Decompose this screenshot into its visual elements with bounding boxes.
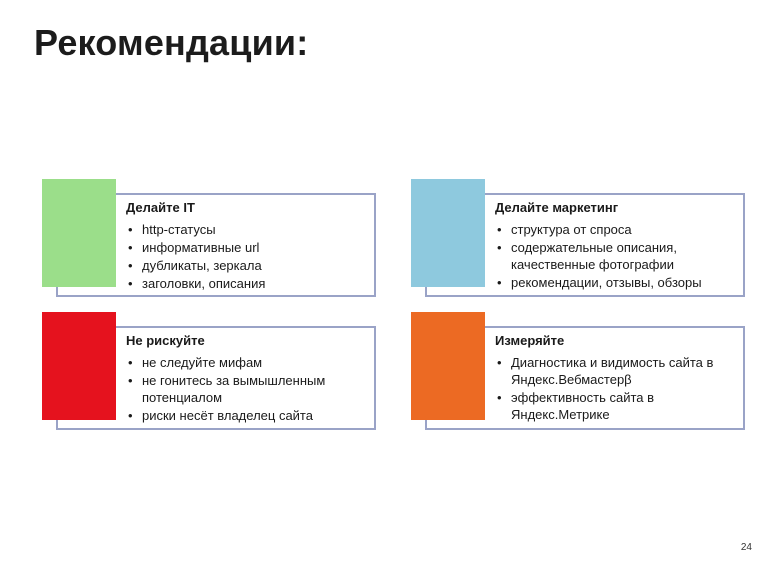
bullet-list — [495, 354, 745, 423]
list-item: • заголовки, описания — [126, 275, 376, 292]
card-content — [495, 199, 745, 292]
list-item: • информативные url — [126, 239, 376, 256]
list-item: • дубликаты, зеркала — [126, 257, 376, 274]
color-swatch — [411, 179, 485, 287]
card-do-marketing — [411, 179, 745, 297]
list-item: • рекомендации, отзывы, обзоры — [495, 274, 745, 291]
list-item: • содержательные описания, качественные фотографии — [495, 239, 745, 273]
card-heading: Не рискуйте — [126, 333, 205, 348]
list-item: • Диагностика и видимость сайта в Яндекс.Вебмастерβ — [495, 354, 745, 388]
list-item: • риски несёт владелец сайта — [126, 407, 376, 424]
color-swatch — [42, 312, 116, 420]
card-content — [495, 332, 745, 424]
color-swatch — [42, 179, 116, 287]
bullet-list — [495, 221, 745, 291]
card-measure — [411, 312, 745, 430]
card-heading: Делайте IT — [126, 200, 195, 215]
slide-title: Рекомендации: — [34, 22, 309, 63]
bullet-list — [126, 221, 376, 292]
card-heading: Делайте маркетинг — [495, 200, 619, 215]
color-swatch — [411, 312, 485, 420]
card-content — [126, 199, 376, 293]
card-heading: Измеряйте — [495, 333, 565, 348]
card-content — [126, 332, 376, 425]
bullet-list — [126, 354, 376, 424]
card-do-it — [42, 179, 376, 297]
list-item: • структура от спроса — [495, 221, 745, 238]
list-item: • эффективность сайта в Яндекс.Метрике — [495, 389, 745, 423]
list-item: • http-статусы — [126, 221, 376, 238]
card-dont-risk — [42, 312, 376, 430]
page-number: 24 — [740, 542, 752, 553]
list-item: • не следуйте мифам — [126, 354, 376, 371]
list-item: • не гонитесь за вымышленным потенциалом — [126, 372, 376, 406]
